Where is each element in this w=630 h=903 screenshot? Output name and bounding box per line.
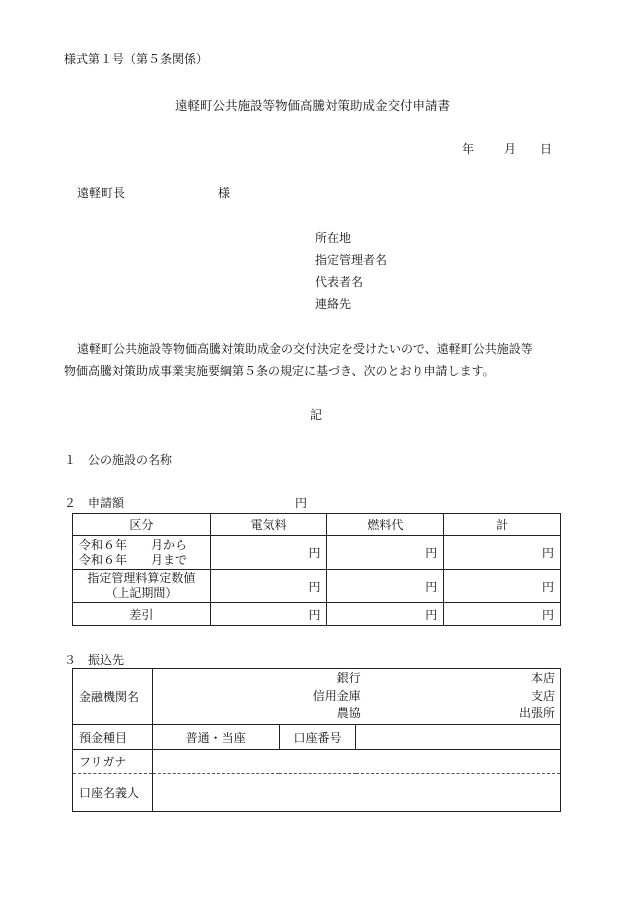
amount-yen-unit: 円: [295, 496, 308, 510]
date-year-label: 年: [462, 142, 475, 156]
header-fuel: 燃料代: [327, 514, 444, 536]
deposit-type-row: [73, 725, 561, 750]
amount-row-period: [73, 536, 561, 570]
bank-type-agricultural-coop: 農協: [336, 706, 361, 721]
section1-label: １ 公の施設の名称: [64, 453, 173, 467]
bank-name-cell: [152, 669, 560, 725]
designated-cell: [73, 570, 211, 603]
date-month-label: 月: [504, 142, 517, 156]
form-number: 様式第１号（第５条関係）: [64, 52, 209, 66]
bank-name-row: [73, 669, 561, 725]
body-text-line-1: 遠軽町公共施設等物価高騰対策助成金の交付決定を受けたいので、遠軽町公共施設等: [77, 342, 533, 356]
deposit-type-value: 普通・当座: [152, 725, 279, 750]
designated-line-1: 指定管理料算定数値: [87, 571, 196, 585]
addressee-name: 遠軽町長: [77, 186, 126, 200]
bank-table: [72, 668, 561, 812]
applicant-representative-label: 代表者名: [315, 275, 364, 289]
applicant-contact-label: 連絡先: [315, 297, 352, 311]
difference-label: 差引: [73, 603, 211, 626]
header-total: 計: [444, 514, 561, 536]
account-holder-field: [152, 774, 560, 812]
account-holder-row: [73, 774, 561, 812]
difference-total-yen: 円: [444, 603, 561, 626]
addressee-honorific: 様: [218, 186, 231, 200]
applicant-manager-name-label: 指定管理者名: [315, 253, 388, 267]
period-fuel-yen: 円: [327, 536, 444, 570]
header-category: 区分: [73, 514, 211, 536]
amount-row-designated: [73, 570, 561, 603]
account-number-field: [356, 725, 561, 750]
body-text-line-2: 物価高騰対策助成事業実施要綱第５条の規定に基づき、次のとおり申請します。: [64, 364, 495, 378]
period-to: 令和６年 月まで: [79, 552, 188, 567]
account-number-label: 口座番号: [279, 725, 356, 750]
period-cell: [73, 536, 211, 570]
amount-table: [72, 513, 561, 626]
period-from: 令和６年 月から: [79, 537, 188, 552]
page-title: 遠軽町公共施設等物価高騰対策助成金交付申請書: [175, 98, 451, 113]
deposit-type-label: 預金種目: [73, 725, 153, 750]
bank-type-list: [158, 670, 361, 723]
amount-row-difference: [73, 603, 561, 626]
bank-type-bank: 銀行: [336, 671, 361, 686]
bank-type-credit-union: 信用金庫: [312, 688, 361, 703]
account-holder-label: 口座名義人: [73, 774, 153, 812]
furigana-row: [73, 750, 561, 774]
header-electricity: 電気料: [210, 514, 327, 536]
designated-line-2: （上記期間）: [105, 586, 178, 600]
designated-fuel-yen: 円: [327, 570, 444, 603]
designated-electricity-yen: 円: [210, 570, 327, 603]
difference-fuel-yen: 円: [327, 603, 444, 626]
amount-table-header-row: [73, 514, 561, 536]
branch-type-sub-branch: 出張所: [518, 706, 555, 721]
branch-type-list: [519, 670, 555, 723]
furigana-label: フリガナ: [73, 750, 153, 774]
designated-total-yen: 円: [444, 570, 561, 603]
bank-name-label: 金融機関名: [73, 669, 153, 725]
applicant-address-label: 所在地: [315, 231, 352, 245]
section2-label: ２ 申請額: [64, 496, 125, 510]
date-day-label: 日: [540, 142, 553, 156]
branch-type-head-office: 本店: [530, 671, 555, 686]
branch-type-branch: 支店: [530, 688, 555, 703]
ki-heading: 記: [310, 408, 323, 422]
period-electricity-yen: 円: [210, 536, 327, 570]
furigana-field: [152, 750, 560, 774]
period-total-yen: 円: [444, 536, 561, 570]
section3-label: ３ 振込先: [64, 653, 125, 667]
difference-electricity-yen: 円: [210, 603, 327, 626]
